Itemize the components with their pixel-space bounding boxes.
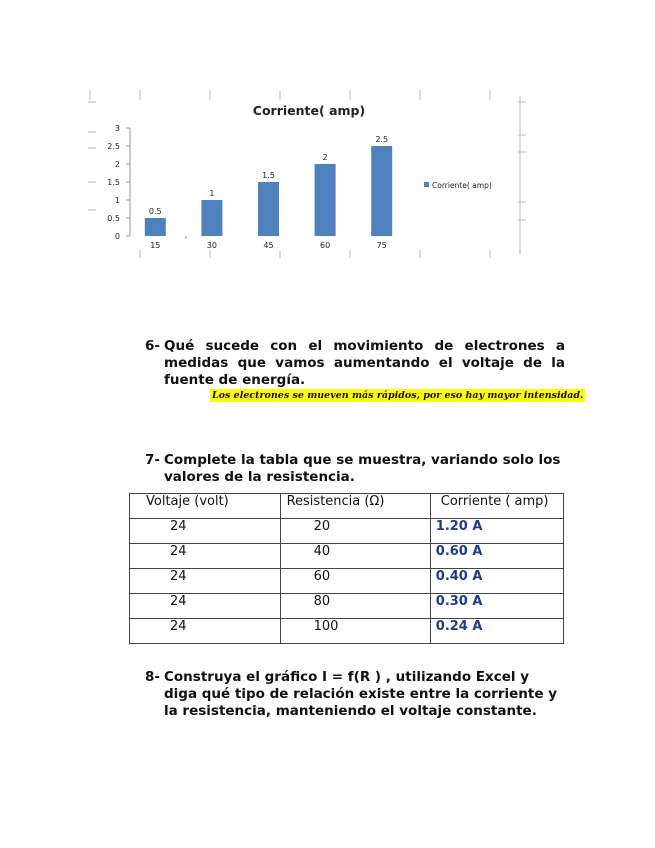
cell-current: 0.30 A [430, 594, 563, 619]
y-tick-label: 2.5 [107, 142, 120, 151]
y-tick-label: 2 [114, 160, 120, 169]
header-voltage: Voltaje (volt) [130, 494, 281, 519]
chart-legend [424, 181, 492, 190]
table-row [130, 569, 564, 594]
question-6-text: Qué sucede con el movimiento de electrones a medidas que vamos aumentando el voltaje de la fuente de energía. [164, 338, 565, 388]
x-tick-label: 60 [320, 241, 331, 250]
table-row [130, 594, 564, 619]
table-row [130, 544, 564, 569]
x-axis [150, 236, 387, 250]
question-6-number: 6- [145, 338, 160, 354]
bar-data-label: 1.5 [262, 171, 275, 180]
y-tick-label: 1.5 [107, 178, 120, 187]
question-8-text: Construya el gráfico I = f(R ) , utilizando Excel y diga qué tipo de relación existe entre la corriente y la resistencia, manteniendo el voltaje constante. [164, 669, 558, 719]
bar [145, 218, 166, 236]
bar-data-label: 0.5 [148, 207, 162, 216]
legend-swatch [424, 182, 429, 187]
question-6-answer: Los electrones se mueven más rápidos, por eso hay mayor intensidad. [212, 390, 584, 401]
table-row [130, 619, 564, 644]
bars [145, 135, 392, 236]
legend-label: Corriente( amp) [432, 181, 492, 190]
cell-current: 0.60 A [430, 544, 563, 569]
header-current: Corriente ( amp) [430, 494, 563, 519]
header-resistance: Resistencia (Ω) [280, 494, 430, 519]
cell-resistance: 60 [280, 569, 430, 594]
bar [201, 200, 222, 236]
cell-resistance: 20 [280, 519, 430, 544]
question-7-number: 7- [145, 452, 160, 468]
cell-resistance: 100 [280, 619, 430, 644]
cell-resistance: 40 [280, 544, 430, 569]
chart-title: Corriente( amp) [252, 103, 366, 118]
y-tick-label: 0 [114, 232, 120, 241]
bar-data-label: 2 [322, 153, 328, 162]
x-tick-label: 15 [150, 241, 161, 250]
y-axis [107, 124, 130, 241]
bar [371, 146, 392, 236]
cell-voltage: 24 [130, 519, 281, 544]
question-8 [145, 669, 565, 720]
data-table [129, 493, 564, 644]
cell-voltage: 24 [130, 569, 281, 594]
cell-current: 0.40 A [430, 569, 563, 594]
current-bar-chart [88, 90, 533, 260]
cell-voltage: 24 [130, 544, 281, 569]
bar [315, 164, 336, 236]
cell-voltage: 24 [130, 619, 281, 644]
x-tick-label: 45 [263, 241, 274, 250]
question-7 [145, 452, 565, 486]
cell-current: 0.24 A [430, 619, 563, 644]
x-tick-label: 30 [206, 241, 217, 250]
y-tick-label: 3 [114, 124, 120, 133]
cell-resistance: 80 [280, 594, 430, 619]
bar-data-label: 2.5 [375, 135, 389, 144]
bar [258, 182, 279, 236]
x-tick-label: 75 [376, 241, 387, 250]
y-tick-label: 1 [114, 196, 120, 205]
bar-data-label: 1 [209, 189, 215, 198]
cell-voltage: 24 [130, 594, 281, 619]
cell-current: 1.20 A [430, 519, 563, 544]
table-row [130, 519, 564, 544]
table-header-row [130, 494, 564, 519]
question-7-text: Complete la tabla que se muestra, variando solo los valores de la resistencia. [164, 452, 561, 485]
question-8-number: 8- [145, 669, 160, 685]
question-6 [145, 338, 565, 389]
y-tick-label: 0.5 [107, 214, 120, 223]
